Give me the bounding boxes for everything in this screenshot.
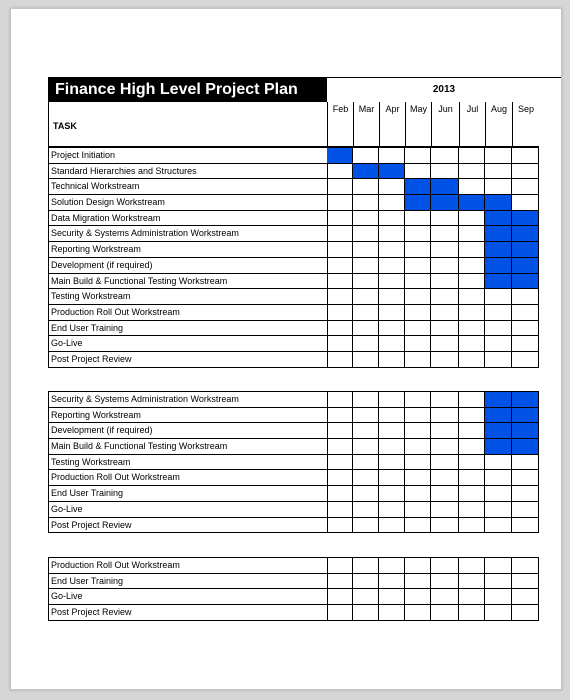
gantt-cell — [327, 455, 353, 470]
table-row — [48, 605, 539, 621]
gantt-cell — [512, 486, 539, 501]
gantt-cell — [431, 242, 459, 257]
task-block-3 — [48, 557, 539, 621]
gantt-cell — [405, 574, 431, 589]
task-name: Testing Workstream — [48, 289, 328, 304]
gantt-bar-cell — [485, 439, 512, 454]
gantt-cell — [327, 289, 353, 304]
gantt-cell — [459, 321, 485, 336]
gantt-cell — [353, 455, 379, 470]
gantt-cell — [512, 164, 539, 179]
gantt-cell — [512, 336, 539, 351]
gantt-cell — [405, 336, 431, 351]
gantt-cell — [353, 179, 379, 194]
gantt-cell — [327, 321, 353, 336]
gantt-bar-cell — [512, 408, 539, 423]
gantt-cell — [379, 518, 405, 533]
gantt-bar-cell — [485, 211, 512, 226]
gantt-cell — [431, 589, 459, 604]
gantt-cell — [353, 439, 379, 454]
table-row — [48, 211, 539, 227]
gantt-cell — [327, 164, 353, 179]
task-name: Standard Hierarchies and Structures — [48, 164, 328, 179]
gantt-cell — [405, 455, 431, 470]
gantt-cell — [431, 518, 459, 533]
gantt-cell — [485, 486, 512, 501]
gantt-cell — [405, 408, 431, 423]
month-header-aug: Aug — [485, 102, 512, 147]
gantt-bar-cell — [485, 423, 512, 438]
task-name: Security & Systems Administration Workstream — [48, 392, 328, 407]
gantt-cell — [459, 574, 485, 589]
gantt-bar-cell — [405, 179, 431, 194]
table-row — [48, 470, 539, 486]
table-row — [48, 336, 539, 352]
gantt-cell — [405, 352, 431, 367]
task-name: End User Training — [48, 574, 328, 589]
gantt-cell — [353, 605, 379, 620]
month-header-may: May — [405, 102, 431, 147]
gantt-bar-cell — [512, 274, 539, 289]
gantt-cell — [431, 486, 459, 501]
gantt-cell — [353, 558, 379, 573]
gantt-cell — [379, 195, 405, 210]
table-row — [48, 423, 539, 439]
gantt-cell — [512, 179, 539, 194]
table-row — [48, 518, 539, 534]
task-name: Production Roll Out Workstream — [48, 558, 328, 573]
gantt-cell — [327, 439, 353, 454]
gantt-cell — [459, 392, 485, 407]
month-header-jul: Jul — [459, 102, 485, 147]
gantt-cell — [405, 605, 431, 620]
gantt-cell — [327, 589, 353, 604]
gantt-cell — [379, 486, 405, 501]
table-row — [48, 502, 539, 518]
gantt-cell — [485, 589, 512, 604]
gantt-cell — [353, 423, 379, 438]
task-name: Production Roll Out Workstream — [48, 305, 328, 320]
table-row — [48, 352, 539, 368]
gantt-cell — [353, 242, 379, 257]
gantt-cell — [327, 502, 353, 517]
gantt-cell — [431, 423, 459, 438]
gantt-cell — [405, 211, 431, 226]
gantt-cell — [353, 336, 379, 351]
gantt-cell — [353, 518, 379, 533]
gantt-cell — [379, 574, 405, 589]
month-header-apr: Apr — [379, 102, 405, 147]
gantt-cell — [379, 274, 405, 289]
gantt-cell — [327, 605, 353, 620]
gantt-cell — [379, 179, 405, 194]
gantt-cell — [459, 336, 485, 351]
gantt-cell — [379, 289, 405, 304]
gantt-cell — [405, 392, 431, 407]
task-name: Security & Systems Administration Workstream — [48, 226, 328, 241]
table-row — [48, 274, 539, 290]
gantt-cell — [485, 321, 512, 336]
table-row — [48, 164, 539, 180]
gantt-cell — [485, 558, 512, 573]
gantt-cell — [379, 226, 405, 241]
task-name: Development (if required) — [48, 258, 328, 273]
gantt-cell — [485, 502, 512, 517]
task-column-header: TASK — [48, 102, 328, 147]
gantt-cell — [405, 558, 431, 573]
task-name: Testing Workstream — [48, 455, 328, 470]
gantt-cell — [431, 392, 459, 407]
table-row — [48, 242, 539, 258]
gantt-cell — [327, 574, 353, 589]
gantt-cell — [327, 242, 353, 257]
gantt-cell — [485, 352, 512, 367]
gantt-bar-cell — [512, 258, 539, 273]
gantt-bar-cell — [512, 392, 539, 407]
task-block-2 — [48, 391, 539, 533]
table-row — [48, 148, 539, 164]
gantt-cell — [459, 211, 485, 226]
task-name: Production Roll Out Workstream — [48, 470, 328, 485]
gantt-cell — [459, 439, 485, 454]
table-row — [48, 392, 539, 408]
gantt-cell — [353, 211, 379, 226]
gantt-cell — [379, 336, 405, 351]
gantt-cell — [512, 589, 539, 604]
gantt-bar-cell — [379, 164, 405, 179]
gantt-cell — [485, 574, 512, 589]
gantt-cell — [459, 470, 485, 485]
gantt-cell — [327, 486, 353, 501]
gantt-cell — [327, 408, 353, 423]
gantt-bar-cell — [405, 195, 431, 210]
table-row — [48, 455, 539, 471]
gantt-cell — [485, 518, 512, 533]
gantt-cell — [353, 226, 379, 241]
task-name: Technical Workstream — [48, 179, 328, 194]
table-row — [48, 321, 539, 337]
gantt-cell — [459, 148, 485, 163]
gantt-cell — [459, 258, 485, 273]
gantt-cell — [379, 455, 405, 470]
gantt-cell — [327, 558, 353, 573]
gantt-cell — [405, 289, 431, 304]
gantt-cell — [353, 470, 379, 485]
gantt-cell — [379, 211, 405, 226]
table-row — [48, 408, 539, 424]
gantt-cell — [379, 352, 405, 367]
task-name: Solution Design Workstream — [48, 195, 328, 210]
gantt-cell — [405, 321, 431, 336]
table-row — [48, 589, 539, 605]
gantt-cell — [327, 226, 353, 241]
gantt-cell — [327, 470, 353, 485]
task-name: End User Training — [48, 486, 328, 501]
gantt-cell — [431, 574, 459, 589]
gantt-cell — [459, 589, 485, 604]
gantt-cell — [379, 242, 405, 257]
gantt-cell — [353, 274, 379, 289]
task-name: Go-Live — [48, 336, 328, 351]
gantt-cell — [327, 258, 353, 273]
gantt-cell — [379, 148, 405, 163]
gantt-bar-cell — [459, 195, 485, 210]
gantt-cell — [431, 558, 459, 573]
task-name: Reporting Workstream — [48, 242, 328, 257]
month-header-sep: Sep — [512, 102, 539, 147]
gantt-cell — [353, 502, 379, 517]
gantt-cell — [431, 164, 459, 179]
gantt-cell — [485, 605, 512, 620]
gantt-cell — [327, 274, 353, 289]
gantt-cell — [459, 352, 485, 367]
gantt-cell — [405, 439, 431, 454]
gantt-cell — [353, 486, 379, 501]
gantt-cell — [485, 179, 512, 194]
gantt-cell — [485, 455, 512, 470]
gantt-cell — [431, 439, 459, 454]
gantt-cell — [459, 179, 485, 194]
gantt-cell — [431, 321, 459, 336]
gantt-cell — [431, 455, 459, 470]
gantt-cell — [512, 605, 539, 620]
table-row — [48, 226, 539, 242]
gantt-cell — [327, 305, 353, 320]
gantt-cell — [353, 408, 379, 423]
gantt-cell — [431, 226, 459, 241]
gantt-cell — [405, 423, 431, 438]
gantt-cell — [405, 502, 431, 517]
year-header: 2013 — [327, 77, 561, 102]
gantt-cell — [431, 470, 459, 485]
gantt-cell — [459, 242, 485, 257]
gantt-cell — [485, 148, 512, 163]
gantt-cell — [379, 470, 405, 485]
task-name: Development (if required) — [48, 423, 328, 438]
gantt-cell — [459, 605, 485, 620]
gantt-cell — [379, 605, 405, 620]
gantt-cell — [512, 558, 539, 573]
gantt-cell — [327, 179, 353, 194]
gantt-cell — [485, 164, 512, 179]
gantt-cell — [459, 305, 485, 320]
gantt-cell — [485, 336, 512, 351]
gantt-cell — [485, 305, 512, 320]
gantt-cell — [431, 289, 459, 304]
gantt-cell — [512, 352, 539, 367]
document-page — [10, 8, 562, 690]
gantt-cell — [353, 392, 379, 407]
gantt-cell — [431, 274, 459, 289]
plan-title: Finance High Level Project Plan — [48, 77, 327, 102]
gantt-bar-cell — [512, 226, 539, 241]
table-row — [48, 289, 539, 305]
gantt-bar-cell — [485, 274, 512, 289]
gantt-cell — [512, 502, 539, 517]
gantt-cell — [353, 258, 379, 273]
gantt-cell — [327, 211, 353, 226]
task-name: Post Project Review — [48, 518, 328, 533]
gantt-cell — [353, 195, 379, 210]
gantt-bar-cell — [485, 242, 512, 257]
gantt-bar-cell — [485, 226, 512, 241]
table-row — [48, 305, 539, 321]
gantt-bar-cell — [353, 164, 379, 179]
gantt-cell — [327, 195, 353, 210]
gantt-cell — [327, 392, 353, 407]
gantt-cell — [459, 455, 485, 470]
task-name: Project Initiation — [48, 148, 328, 163]
gantt-cell — [459, 226, 485, 241]
table-row — [48, 558, 539, 574]
table-row — [48, 179, 539, 195]
gantt-cell — [379, 392, 405, 407]
gantt-bar-cell — [431, 195, 459, 210]
gantt-cell — [405, 305, 431, 320]
task-name: Reporting Workstream — [48, 408, 328, 423]
gantt-cell — [379, 589, 405, 604]
gantt-cell — [379, 321, 405, 336]
task-name: Post Project Review — [48, 605, 328, 620]
gantt-cell — [405, 164, 431, 179]
gantt-cell — [459, 274, 485, 289]
task-name: Post Project Review — [48, 352, 328, 367]
table-row — [48, 258, 539, 274]
gantt-cell — [431, 502, 459, 517]
gantt-cell — [512, 289, 539, 304]
gantt-bar-cell — [485, 195, 512, 210]
gantt-cell — [353, 352, 379, 367]
gantt-bar-cell — [512, 423, 539, 438]
gantt-cell — [405, 589, 431, 604]
gantt-cell — [327, 352, 353, 367]
gantt-cell — [379, 258, 405, 273]
gantt-cell — [431, 605, 459, 620]
month-header-jun: Jun — [431, 102, 459, 147]
table-row — [48, 439, 539, 455]
gantt-cell — [459, 502, 485, 517]
gantt-cell — [431, 148, 459, 163]
gantt-bar-cell — [512, 242, 539, 257]
task-name: Data Migration Workstream — [48, 211, 328, 226]
gantt-cell — [379, 423, 405, 438]
gantt-bar-cell — [485, 258, 512, 273]
gantt-cell — [431, 258, 459, 273]
gantt-cell — [327, 518, 353, 533]
gantt-bar-cell — [512, 439, 539, 454]
gantt-bar-cell — [327, 148, 353, 163]
gantt-cell — [459, 558, 485, 573]
gantt-cell — [353, 321, 379, 336]
gantt-cell — [485, 470, 512, 485]
gantt-cell — [405, 226, 431, 241]
table-row — [48, 195, 539, 211]
gantt-cell — [379, 408, 405, 423]
gantt-bar-cell — [431, 179, 459, 194]
gantt-cell — [459, 408, 485, 423]
gantt-cell — [431, 352, 459, 367]
gantt-cell — [459, 423, 485, 438]
gantt-cell — [431, 305, 459, 320]
gantt-bar-cell — [512, 211, 539, 226]
gantt-cell — [379, 305, 405, 320]
gantt-cell — [353, 289, 379, 304]
gantt-cell — [431, 336, 459, 351]
gantt-cell — [512, 305, 539, 320]
gantt-cell — [405, 274, 431, 289]
table-row — [48, 574, 539, 590]
gantt-cell — [431, 211, 459, 226]
gantt-cell — [379, 558, 405, 573]
gantt-cell — [459, 486, 485, 501]
gantt-cell — [353, 589, 379, 604]
gantt-cell — [512, 455, 539, 470]
gantt-cell — [459, 164, 485, 179]
gantt-cell — [459, 289, 485, 304]
month-header-feb: Feb — [327, 102, 353, 147]
gantt-bar-cell — [485, 408, 512, 423]
gantt-bar-cell — [485, 392, 512, 407]
task-name: End User Training — [48, 321, 328, 336]
gantt-cell — [485, 289, 512, 304]
gantt-cell — [512, 470, 539, 485]
task-name: Main Build & Functional Testing Workstream — [48, 439, 328, 454]
task-block-1 — [48, 147, 539, 368]
gantt-cell — [353, 305, 379, 320]
gantt-cell — [405, 486, 431, 501]
month-header-mar: Mar — [353, 102, 379, 147]
table-row — [48, 486, 539, 502]
gantt-cell — [405, 470, 431, 485]
task-name: Go-Live — [48, 589, 328, 604]
gantt-cell — [431, 408, 459, 423]
gantt-cell — [353, 148, 379, 163]
gantt-cell — [512, 195, 539, 210]
gantt-cell — [405, 258, 431, 273]
gantt-cell — [379, 502, 405, 517]
gantt-cell — [459, 518, 485, 533]
gantt-cell — [405, 242, 431, 257]
task-name: Main Build & Functional Testing Workstream — [48, 274, 328, 289]
gantt-cell — [405, 148, 431, 163]
gantt-cell — [512, 518, 539, 533]
gantt-cell — [405, 518, 431, 533]
gantt-cell — [512, 321, 539, 336]
task-name: Go-Live — [48, 502, 328, 517]
gantt-cell — [327, 423, 353, 438]
gantt-cell — [353, 574, 379, 589]
gantt-cell — [512, 574, 539, 589]
gantt-cell — [379, 439, 405, 454]
gantt-cell — [512, 148, 539, 163]
gantt-cell — [327, 336, 353, 351]
